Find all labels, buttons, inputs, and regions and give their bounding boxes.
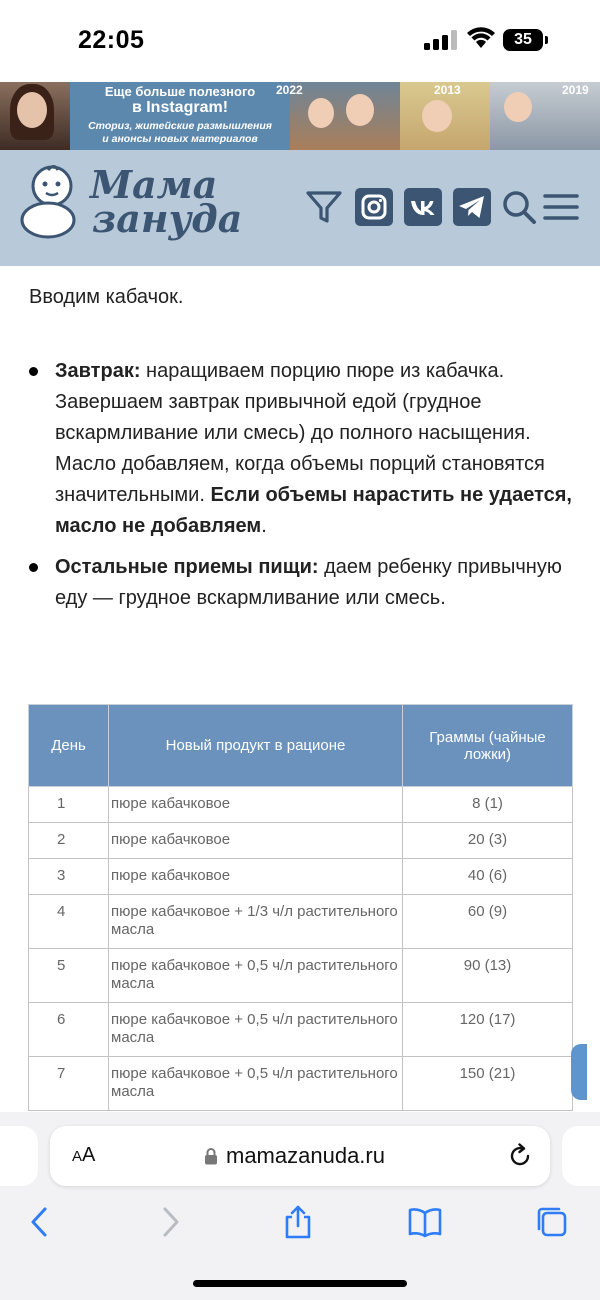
table-row <box>29 949 573 1003</box>
url-text[interactable]: mamazanuda.ru <box>226 1143 385 1168</box>
lock-icon <box>204 1147 218 1165</box>
status-time: 22:05 <box>78 26 145 54</box>
wifi-icon <box>466 26 496 50</box>
table-cell-product: пюре кабачковое <box>109 823 403 859</box>
table-row <box>29 823 573 859</box>
bullet-breakfast-label: Завтрак: <box>55 360 141 382</box>
bullet-other-meals-text: даем ребенку привычную еду — грудное вскармливание или смесь. <box>55 556 562 609</box>
tabs-icon[interactable] <box>534 1204 570 1240</box>
vk-icon[interactable] <box>404 188 442 226</box>
search-icon[interactable] <box>500 188 538 226</box>
table-cell-grams: 150 (21) <box>403 1057 573 1111</box>
battery-nub <box>545 36 548 44</box>
banner-photo-kids-2022 <box>276 82 400 150</box>
browser-toolbar <box>0 1112 600 1300</box>
telegram-icon[interactable] <box>453 188 491 226</box>
table-cell-day: 2 <box>29 823 109 859</box>
table-cell-day: 5 <box>29 949 109 1003</box>
table-cell-day: 3 <box>29 859 109 895</box>
previous-tab-preview[interactable] <box>0 1126 38 1186</box>
table-header-row <box>29 705 573 787</box>
bullet-breakfast-text: наращиваем порцию пюре из кабачка. Завершаем завтрак привычной едой (грудное вскармливание или смесь) до полного насыщения. Масло добавляем, когда объемы порций становятся значительными. <box>55 360 545 506</box>
article-bullet-list <box>55 356 575 624</box>
table-row <box>29 1003 573 1057</box>
bullet-other-meals-label: Остальные приемы пищи: <box>55 556 319 578</box>
table-header-day: День <box>29 705 109 787</box>
banner-photo-mother <box>0 82 70 150</box>
forward-icon[interactable] <box>152 1204 188 1240</box>
bullet-breakfast-bold: Если объемы нарастить не удается, масло не добавляем <box>55 484 572 537</box>
table-row <box>29 859 573 895</box>
bullet-breakfast: Завтрак: наращиваем порцию пюре из кабачка. Завершаем завтрак привычной едой (грудное вскармливание или смесь) до полного насыщения. Масло добавляем, когда объемы порций становятся значительными. Если объемы нарастить не удается, масло не добавляем. <box>55 356 575 542</box>
menu-icon[interactable] <box>542 188 580 226</box>
home-indicator[interactable] <box>193 1280 407 1287</box>
banner-line-3-4: Сториз, житейские размышления и анонсы новых материалов <box>88 120 272 145</box>
battery-icon: 35 <box>503 29 543 51</box>
cellular-signal-icon <box>424 30 458 50</box>
address-bar[interactable] <box>50 1126 550 1186</box>
table-cell-product: пюре кабачковое + 1/3 ч/л растительного масла <box>109 895 403 949</box>
table-cell-grams: 20 (3) <box>403 823 573 859</box>
banner-year-2019: 2019 <box>562 83 589 97</box>
table-header-product: Новый продукт в рационе <box>109 705 403 787</box>
status-bar <box>0 0 600 82</box>
table-cell-product: пюре кабачковое + 0,5 ч/л растительного масла <box>109 1057 403 1111</box>
logo-baby-icon[interactable] <box>18 164 82 240</box>
banner-photo-baby-2019 <box>490 82 600 150</box>
reload-icon[interactable] <box>506 1142 534 1170</box>
table-cell-day: 1 <box>29 787 109 823</box>
table-cell-product: пюре кабачковое <box>109 787 403 823</box>
banner-photo-baby-2013 <box>400 82 490 150</box>
table-cell-grams: 120 (17) <box>403 1003 573 1057</box>
table-cell-product: пюре кабачковое + 0,5 ч/л растительного масла <box>109 1003 403 1057</box>
banner-year-2013: 2013 <box>434 83 461 97</box>
back-icon[interactable] <box>22 1204 58 1240</box>
table-cell-grams: 60 (9) <box>403 895 573 949</box>
banner-line-1: Еще больше полезного <box>104 84 256 99</box>
table-cell-day: 4 <box>29 895 109 949</box>
table-cell-grams: 90 (13) <box>403 949 573 1003</box>
table-cell-grams: 40 (6) <box>403 859 573 895</box>
banner-text-block <box>70 82 290 150</box>
side-feedback-tab[interactable] <box>571 1044 587 1100</box>
article-content <box>0 266 600 1126</box>
table-row <box>29 787 573 823</box>
instagram-icon[interactable] <box>355 188 393 226</box>
site-header <box>0 150 600 266</box>
table-cell-product: пюре кабачковое <box>109 859 403 895</box>
table-header-grams: Граммы (чайные ложки) <box>403 705 573 787</box>
table-cell-product: пюре кабачковое + 0,5 ч/л растительного масла <box>109 949 403 1003</box>
table-row <box>29 895 573 949</box>
logo-text-line1[interactable]: Мама <box>90 162 218 207</box>
next-tab-preview[interactable] <box>562 1126 600 1186</box>
table-cell-grams: 8 (1) <box>403 787 573 823</box>
feeding-schedule-table <box>28 704 573 1111</box>
logo-text-line2[interactable]: зануда <box>92 196 243 241</box>
table-row <box>29 1057 573 1111</box>
filter-icon[interactable] <box>305 188 343 226</box>
instagram-banner[interactable] <box>0 82 600 150</box>
banner-year-2022: 2022 <box>276 83 303 97</box>
table-cell-day: 7 <box>29 1057 109 1111</box>
banner-line-2: в Instagram! <box>131 99 229 116</box>
table-cell-day: 6 <box>29 1003 109 1057</box>
share-icon[interactable] <box>280 1204 316 1240</box>
bookmarks-icon[interactable] <box>407 1204 443 1240</box>
bullet-other-meals <box>55 552 575 614</box>
reader-options-button[interactable]: AA <box>72 1144 96 1166</box>
article-intro: Вводим кабачок. <box>29 286 184 308</box>
